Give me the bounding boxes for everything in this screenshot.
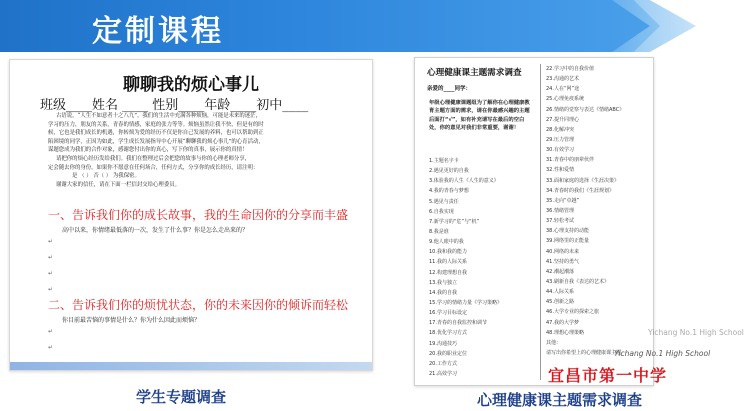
topic-item: 16.学习目标设定: [429, 310, 467, 317]
topic-item: 34.青春时的我们《生涯规划》: [546, 187, 614, 194]
topic-item: 26.情绪的觉察与表达《情绪ABC》: [546, 106, 625, 113]
topic-item: 46.大学专业的探索之旅: [546, 309, 599, 316]
intro-line: 谢谢大家的信任，请在下面一栏信封交给心理委员。: [56, 181, 180, 188]
topic-item: 3.体验我的人生《人生的意义》: [429, 178, 499, 185]
topic-item: 6.自我实现: [429, 208, 454, 215]
topic-item: 41.坚持的勇气: [546, 258, 579, 265]
school-logo-english: Yichang No.1 High School: [614, 349, 711, 358]
intro-line: 定会随去你的身份，如果你不愿意在任何场合，任何方式，分享你的成长经历，请注明：: [48, 164, 259, 171]
topic-item: 47.我的大学梦: [546, 319, 579, 326]
topic-item: 20.我的职业定位: [429, 350, 467, 357]
intro-line: 是 （ ） 否（ ） 为我保密。: [72, 173, 140, 180]
topic-item: 13.我与独立: [429, 279, 457, 286]
paragraph-mark: ↵: [48, 254, 54, 261]
caption-student-survey: 学生专题调查: [136, 388, 227, 406]
topic-item: 10.我和我的能力: [429, 249, 467, 256]
topic-item: 21.高效学习: [429, 370, 457, 377]
paragraph-mark: ↵: [48, 238, 54, 245]
student-info-fields: 班级____姓名 ____ 性别____年龄____初中____: [40, 98, 309, 113]
psychology-course-needs-document: [414, 57, 654, 386]
topic-item: 22.学习中的自我价值: [546, 66, 594, 72]
question-2: 你目前最苦恼的事情是什么？你为什么因此而烦恼？: [62, 317, 201, 324]
section-heading-2: 二、告诉我们你的烦忧状态，你的未来因你的倾诉而轻松: [48, 298, 349, 312]
topic-item: 29.压力管理: [546, 136, 574, 143]
topic-item: 18.优化学习方式: [429, 330, 467, 337]
topic-item: 37.轻松考试: [546, 218, 574, 225]
topic-item: 20.工作方式: [429, 360, 457, 367]
topic-item: 39.网络里的正能量: [546, 238, 589, 245]
intro-line: 请把你的烦心经历发给我们。我们在整理过后会把您的故事与你的心理老师分享，: [56, 155, 251, 162]
intro-line: 古语说，“人生不如意者十之八九”。我们的生活中充满各种烦恼，可能是未来的迷茫，: [56, 113, 261, 119]
topic-item: 4.我的青春与梦想: [429, 188, 469, 195]
topic-item: 7.新学习的“危”与“机”: [429, 218, 480, 225]
question-1: 高中以来，你情绪最低落的一次，发生了什么事？你是怎么走出来的？: [62, 227, 249, 234]
school-logo-name: 宜昌市第一中学: [548, 366, 668, 385]
topic-item: 43.刷新自我《表达的艺术》: [546, 278, 609, 285]
topic-item: 17.青春的自我监控和调节: [429, 320, 487, 327]
caption-course-needs-survey: 心理健康课主题需求调查: [477, 391, 643, 409]
survey-title: 心理健康课主题需求调查: [427, 68, 522, 78]
topic-item: 2.遇见更好的自我: [429, 168, 469, 175]
topic-item: 24.人在“网”途: [546, 86, 580, 93]
school-logo-english-watermark: Yichang No.1 High School: [648, 328, 744, 337]
intro-line: 谋题您成为我们的合作对象，感谢您付出你的真心，写下你的真事，展示你的真情！: [48, 147, 248, 154]
header-banner: [0, 0, 696, 52]
topic-item: 23.沟通的艺术: [546, 76, 579, 83]
paragraph-mark: ↵: [48, 286, 54, 293]
topic-item: 1.主题名字卡: [429, 158, 459, 164]
topic-list-left: [429, 156, 502, 379]
paragraph-mark: ↵: [48, 344, 54, 351]
document-bottom-bar: [10, 362, 372, 370]
topic-item: 27.提升同理心: [546, 116, 579, 123]
topic-item: 45.创新之路: [546, 299, 574, 306]
topic-item: 42.潮起潮落: [546, 268, 574, 275]
document-title: 聊聊我的烦心事儿: [123, 75, 259, 95]
topic-item: 12.构建理想自我: [429, 269, 467, 276]
topic-item: 11.我的人际关系: [429, 259, 467, 266]
topic-item: 其他：: [546, 339, 562, 346]
topic-item: 38.心理支持的动能: [546, 228, 589, 235]
banner-title: 定制课程: [92, 14, 224, 49]
topic-item: 32.性和爱情: [546, 167, 574, 174]
paragraph-mark: ↵: [48, 270, 54, 277]
topic-item: 40.网络的未来: [546, 248, 579, 255]
intro-line: 陷困境的同学，正因为如此，学生成长发展指导中心开展“聊聊我的烦心事儿”的心育活动，: [48, 138, 264, 145]
topic-item: 15.学习的情绪力量《学习策略》: [429, 299, 502, 306]
topic-item: 19.沟通技巧: [429, 340, 457, 347]
student-survey-document: [9, 59, 373, 371]
topic-list-right: [546, 64, 624, 358]
topic-item: 30.有效学习: [546, 147, 574, 154]
topic-item: 14.我的自我: [429, 289, 457, 296]
survey-intro: 年级心理健康课题组为了解你在心理健康教育主题方面的需求，请在你最感兴趣的主题后面打“√”，如有补充请写在最后的空白处，你的意见对我们非常重要，谢谢！: [429, 100, 530, 132]
topic-item: 36.情绪管理: [546, 207, 574, 214]
topic-item: 25.心理免疫系统: [546, 96, 584, 103]
topic-item: 35.走向“卓越”: [546, 197, 580, 204]
topic-item: 28.化解冲突: [546, 126, 574, 133]
topic-item: 5.遇见与责任: [429, 198, 459, 205]
topic-item: 9.他人眼中的我: [429, 239, 464, 246]
intro-line: 候，它也是我们成长的机遇，你转烦为爱的经历不仅是你自己发展的养料，也可以帮助到正: [48, 130, 264, 137]
intro-line: 学习的压力，朋友的关系，青春的情感，家庭的张力等等。烦恼虽然让我不快，但是有的时: [48, 121, 264, 128]
topic-item: 48.理想心理策略: [546, 329, 584, 336]
topic-item: 请写出你希望上的心理健康课主题: [546, 349, 622, 356]
paragraph-mark: ↵: [48, 328, 54, 335]
intro-paragraph: [48, 112, 348, 189]
topic-item: 31.青春中的朋辈伙伴: [546, 157, 594, 164]
topic-item: 44.人际关系: [546, 289, 574, 296]
topic-item: 8.我是谁: [429, 228, 449, 235]
survey-greeting: 亲爱的____同学：: [427, 86, 472, 92]
column-divider: [540, 64, 541, 380]
section-heading-1: 一、告诉我们你的成长故事，我的生命因你的分享而丰盛: [48, 208, 349, 222]
topic-item: 33.面和家庭的选择《生涯决策》: [546, 177, 619, 184]
